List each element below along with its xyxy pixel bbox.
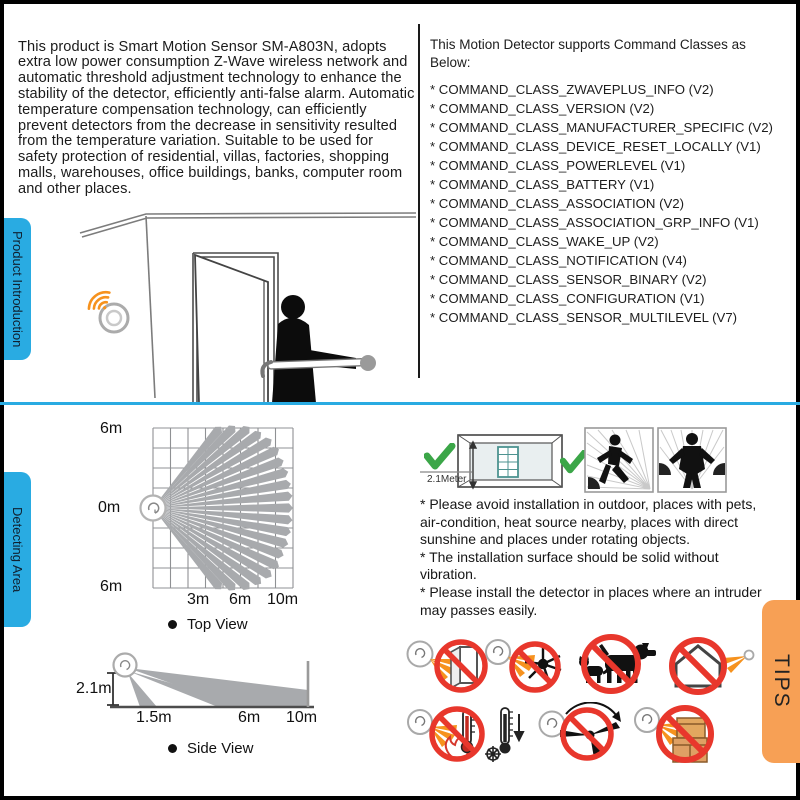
section-divider	[0, 402, 800, 405]
command-class-item: * COMMAND_CLASS_DEVICE_RESET_LOCALLY (V1)	[430, 139, 761, 154]
installation-height-label: 2.1Meter	[427, 474, 467, 485]
bullet-dot	[168, 620, 177, 629]
command-classes-list	[430, 80, 773, 327]
command-class-item: * COMMAND_CLASS_ASSOCIATION (V2)	[430, 196, 685, 211]
command-class-item: * COMMAND_CLASS_NOTIFICATION (V4)	[430, 253, 687, 268]
down-arrow-icon	[515, 714, 523, 740]
sensor-icon	[141, 496, 166, 521]
tip-item: * The installation surface should be solid without vibration.	[420, 548, 719, 583]
side-view-caption: Side View	[168, 740, 253, 757]
tip-item: * Please avoid installation in outdoor, places with pets, air-condition, heat source nearby, places with direct sunshine and places under rotating objects.	[420, 496, 757, 548]
command-class-item: * COMMAND_CLASS_CONFIGURATION (V1)	[430, 291, 705, 306]
no-heat-source-icon	[405, 702, 535, 768]
no-obstruction-icon	[633, 698, 738, 772]
detection-beams	[128, 668, 308, 707]
no-outdoor-installation-icon	[665, 636, 760, 698]
topview-y-label: 6m	[100, 420, 123, 437]
motion-sensor-icon	[85, 288, 128, 332]
snowflake-gear-icon	[485, 746, 501, 762]
tip-item: * Please install the detector in places where an intruder may passes easily.	[420, 583, 762, 618]
product-description: This product is Smart Motion Sensor SM-A803N, adopts extra low power consumption Z-Wave wireless network and automatic threshold adjustment technology to enhance the stability of the detector, efficiently anti-false alarm. Automatic temperature compensation technology, can efficiently prevent detectors from the decrease in sensitivity resulted from the temperature variation. Suitable to be used for safety protection of residential, villas, factories, shopping malls, warehouses, office buildings, banks, computer room and other places.	[18, 38, 415, 197]
command-class-item: * COMMAND_CLASS_ASSOCIATION_GRP_INFO (V1)	[430, 215, 759, 230]
sideview-x-label: 10m	[286, 709, 318, 726]
intruder-silhouette	[272, 295, 356, 403]
sideview-x-label: 1.5m	[136, 709, 172, 726]
sensor-icon	[745, 651, 754, 660]
no-pets-icon	[567, 633, 662, 699]
command-class-item: * COMMAND_CLASS_ZWAVEPLUS_INFO (V2)	[430, 82, 714, 97]
sideview-x-label: 6m	[238, 709, 261, 726]
topview-y-label: 0m	[98, 499, 121, 516]
tab-tips	[762, 600, 800, 763]
thermometer-cold-icon	[500, 708, 514, 754]
tab-product-introduction	[4, 218, 31, 360]
top-view-caption: Top View	[168, 616, 248, 633]
command-class-item: * COMMAND_CLASS_SENSOR_MULTILEVEL (V7)	[430, 310, 738, 325]
command-class-item: * COMMAND_CLASS_POWERLEVEL (V1)	[430, 158, 686, 173]
bullet-dot	[168, 744, 177, 753]
sensor-icon	[114, 654, 137, 677]
command-class-item: * COMMAND_CLASS_WAKE_UP (V2)	[430, 234, 659, 249]
no-ceiling-fan-icon	[538, 702, 633, 768]
topview-x-label: 6m	[229, 591, 252, 608]
door-entry-illustration	[60, 200, 420, 403]
no-window-draft-icon	[403, 637, 493, 699]
topview-y-label: 6m	[100, 578, 123, 595]
command-class-item: * COMMAND_CLASS_BATTERY (V1)	[430, 177, 655, 192]
topview-x-label: 10m	[267, 591, 299, 608]
tab-detecting-area-label: Detecting Area	[10, 506, 25, 593]
command-class-item: * COMMAND_CLASS_MANUFACTURER_SPECIFIC (V2)	[430, 120, 773, 135]
command-classes-heading: This Motion Detector supports Command Classes as Below:	[430, 37, 746, 70]
walk-across-beams-pictogram	[584, 427, 654, 493]
command-class-item: * COMMAND_CLASS_VERSION (V2)	[430, 101, 655, 116]
command-class-item: * COMMAND_CLASS_SENSOR_BINARY (V2)	[430, 272, 707, 287]
window-icon	[498, 447, 518, 477]
door-leaf	[195, 255, 268, 403]
sideview-height-label: 2.1m	[76, 680, 112, 697]
tab-product-introduction-label: Product Introduction	[10, 230, 25, 348]
no-rotating-fan-icon	[483, 637, 573, 699]
tab-detecting-area	[4, 472, 31, 627]
walk-toward-beams-pictogram	[657, 427, 727, 493]
tips-list	[420, 496, 770, 619]
top-view-diagram	[85, 418, 335, 618]
topview-x-label: 3m	[187, 591, 210, 608]
tab-tips-label: TIPS	[770, 654, 793, 709]
